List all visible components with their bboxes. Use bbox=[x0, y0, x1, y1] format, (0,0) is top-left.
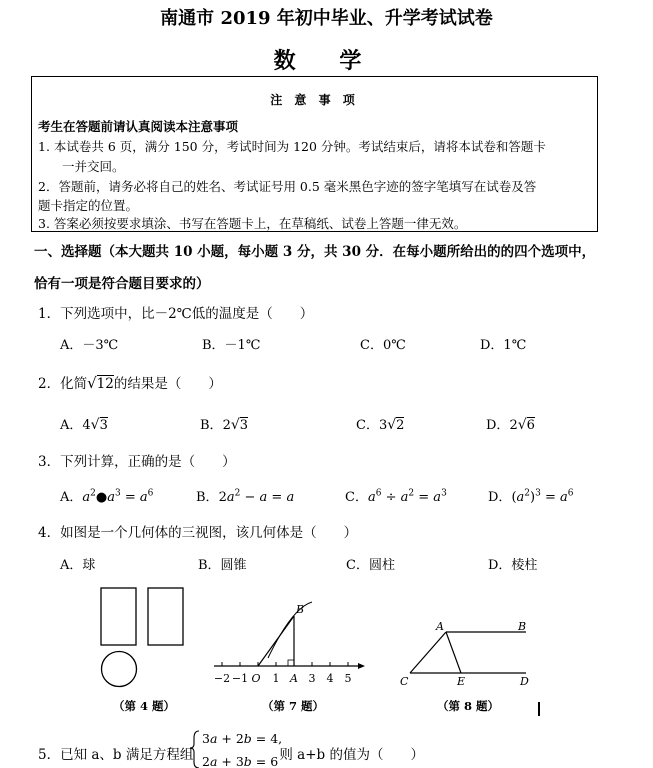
front-view-rect bbox=[101, 588, 136, 645]
q4-option-b: B．圆锥 bbox=[198, 558, 247, 573]
subject-title: 数 学 bbox=[273, 48, 380, 74]
q4-option-d: D．棱柱 bbox=[488, 558, 538, 573]
q4-option-a: A．球 bbox=[60, 558, 96, 573]
q3-option-d: D．$(a^2)^3 = a^6$ bbox=[488, 488, 574, 505]
tick-label: 4 bbox=[326, 672, 334, 685]
tick-labels bbox=[214, 672, 352, 685]
q2-option-a bbox=[60, 414, 108, 433]
tick-label: −2 bbox=[213, 672, 231, 685]
section-heading: 一、选择题（本大题共 10 小题，每小题 3 分，共 30 分．在每小题所给出的的四个选项中， bbox=[34, 244, 596, 260]
point-c-label: C bbox=[400, 675, 409, 688]
segment-ca bbox=[410, 632, 446, 673]
question-1-stem: 1．下列选项中，比－2℃低的温度是（ ） bbox=[38, 306, 314, 322]
q2-c-coef: 3 bbox=[378, 418, 388, 433]
q2-d-coef: 2 bbox=[509, 418, 518, 433]
notice-item-2-cont: 题卡指定的位置。 bbox=[38, 198, 139, 213]
q2-option-c bbox=[356, 414, 404, 433]
tick-label: 1 bbox=[272, 672, 280, 685]
figure-7-caption: （第 7 题） bbox=[262, 699, 325, 713]
notice-box bbox=[31, 76, 598, 232]
tick-label: A bbox=[290, 672, 298, 685]
q1-option-c: C．0℃ bbox=[360, 338, 406, 353]
equation-1: 3a + 2b = 4, bbox=[202, 731, 283, 746]
q3-d-label: D． bbox=[488, 490, 512, 505]
segment-ob bbox=[258, 616, 294, 666]
figure-8-geometry bbox=[396, 618, 536, 690]
notice-heading: 注 意 事 项 bbox=[270, 93, 359, 107]
notice-item-3: 3. 答案必须按要求填涂、书写在答题卡上，在草稿纸、试卷上答题一律无效。 bbox=[38, 216, 467, 231]
question-4-stem: 4．如图是一个几何体的三视图，该几何体是（ ） bbox=[38, 525, 358, 541]
construction-arc bbox=[268, 602, 312, 658]
point-b-label: B bbox=[296, 603, 305, 616]
left-brace bbox=[190, 731, 199, 768]
q2-a-coef: 4 bbox=[82, 418, 91, 433]
sqrt-sign: √ bbox=[87, 374, 97, 392]
equation-system-figure bbox=[190, 728, 283, 768]
point-a-label: A bbox=[436, 620, 444, 633]
tick-label: 5 bbox=[344, 672, 352, 685]
equation-2: 2a + 3b = 6 bbox=[202, 754, 279, 768]
q2-b-radicand: 3 bbox=[239, 418, 249, 433]
q2-a-radicand: 3 bbox=[99, 418, 108, 433]
notice-item-1: 1. 本试卷共 6 页，满分 150 分，考试时间为 120 分钟。考试结束后，请将本试卷和答题卡 bbox=[38, 139, 546, 154]
top-view-circle bbox=[102, 652, 137, 687]
point-e-label: E bbox=[457, 675, 466, 688]
q2-d-radicand: 6 bbox=[526, 418, 535, 433]
point-b-label: B bbox=[518, 620, 527, 633]
exam-title: 南通市 2019 年初中毕业、升学考试试卷 bbox=[160, 8, 493, 29]
q2-stem-suffix: 的结果是（ ） bbox=[113, 376, 222, 392]
q2-option-d bbox=[486, 414, 535, 433]
segment-ae bbox=[446, 632, 461, 673]
q3-c-label: C． bbox=[345, 490, 368, 505]
question-2-stem bbox=[38, 372, 222, 392]
question-3-stem: 3．下列计算，正确的是（ ） bbox=[38, 454, 236, 470]
q3-option-a: A．$a^2●a^3 = a^6$ bbox=[60, 488, 154, 505]
q1-option-d: D．1℃ bbox=[480, 338, 527, 353]
sqrt-sign: √ bbox=[230, 417, 240, 433]
q1-option-a: A．－3℃ bbox=[60, 338, 119, 353]
right-angle-mark bbox=[288, 660, 294, 666]
q2-b-label: B． bbox=[200, 418, 223, 433]
side-view-rect bbox=[148, 588, 183, 645]
q2-d-label: D． bbox=[486, 418, 510, 433]
sqrt-sign: √ bbox=[517, 417, 527, 433]
q2-stem-prefix: 2．化简 bbox=[38, 376, 88, 392]
point-d-label: D bbox=[520, 675, 529, 688]
figure-8-caption: （第 8 题） bbox=[437, 699, 500, 713]
sqrt-sign: √ bbox=[387, 417, 397, 433]
axis-arrow bbox=[358, 663, 365, 669]
q5-stem-prefix: 5．已知 a、b 满足方程组 bbox=[38, 747, 194, 763]
notice-intro: 考生在答题前请认真阅读本注意事项 bbox=[38, 119, 239, 134]
figure-4-caption: （第 4 题） bbox=[113, 699, 176, 713]
q1-option-b: B．－1℃ bbox=[202, 338, 261, 353]
q4-option-c: C．圆柱 bbox=[346, 558, 395, 573]
figure-8-labels bbox=[400, 620, 529, 688]
q2-c-label: C． bbox=[356, 418, 379, 433]
tick-label: −1 bbox=[231, 672, 249, 685]
sqrt-sign: √ bbox=[90, 417, 100, 433]
tick-label: O bbox=[251, 672, 261, 685]
q2-radicand: 12 bbox=[96, 376, 114, 392]
q2-a-label: A． bbox=[60, 418, 83, 433]
figure-4-three-views bbox=[98, 586, 188, 690]
q2-c-radicand: 2 bbox=[396, 418, 405, 433]
q3-a-label: A． bbox=[60, 490, 83, 505]
text-cursor bbox=[538, 702, 540, 716]
q2-b-coef: 2 bbox=[222, 418, 231, 433]
q3-b-label: B． bbox=[196, 490, 219, 505]
q3-option-b: B．$2a^2 - a = a$ bbox=[196, 488, 295, 505]
notice-item-1-cont: 一并交回。 bbox=[62, 159, 125, 174]
tick-label: 3 bbox=[308, 672, 316, 685]
section-heading-cont: 恰有一项是符合题目要求的） bbox=[34, 276, 210, 292]
q5-stem-suffix: 则 a+b 的值为（ ） bbox=[279, 747, 424, 763]
figure-7-number-line bbox=[210, 598, 370, 694]
q3-option-c: C．$a^6 \div a^2 = a^3$ bbox=[345, 488, 447, 505]
notice-item-2: 2．答题前，请务必将自己的姓名、考试证号用 0.5 毫米黑色字迹的签字笔填写在试卷及答 bbox=[38, 179, 537, 194]
q2-option-b bbox=[200, 414, 248, 433]
